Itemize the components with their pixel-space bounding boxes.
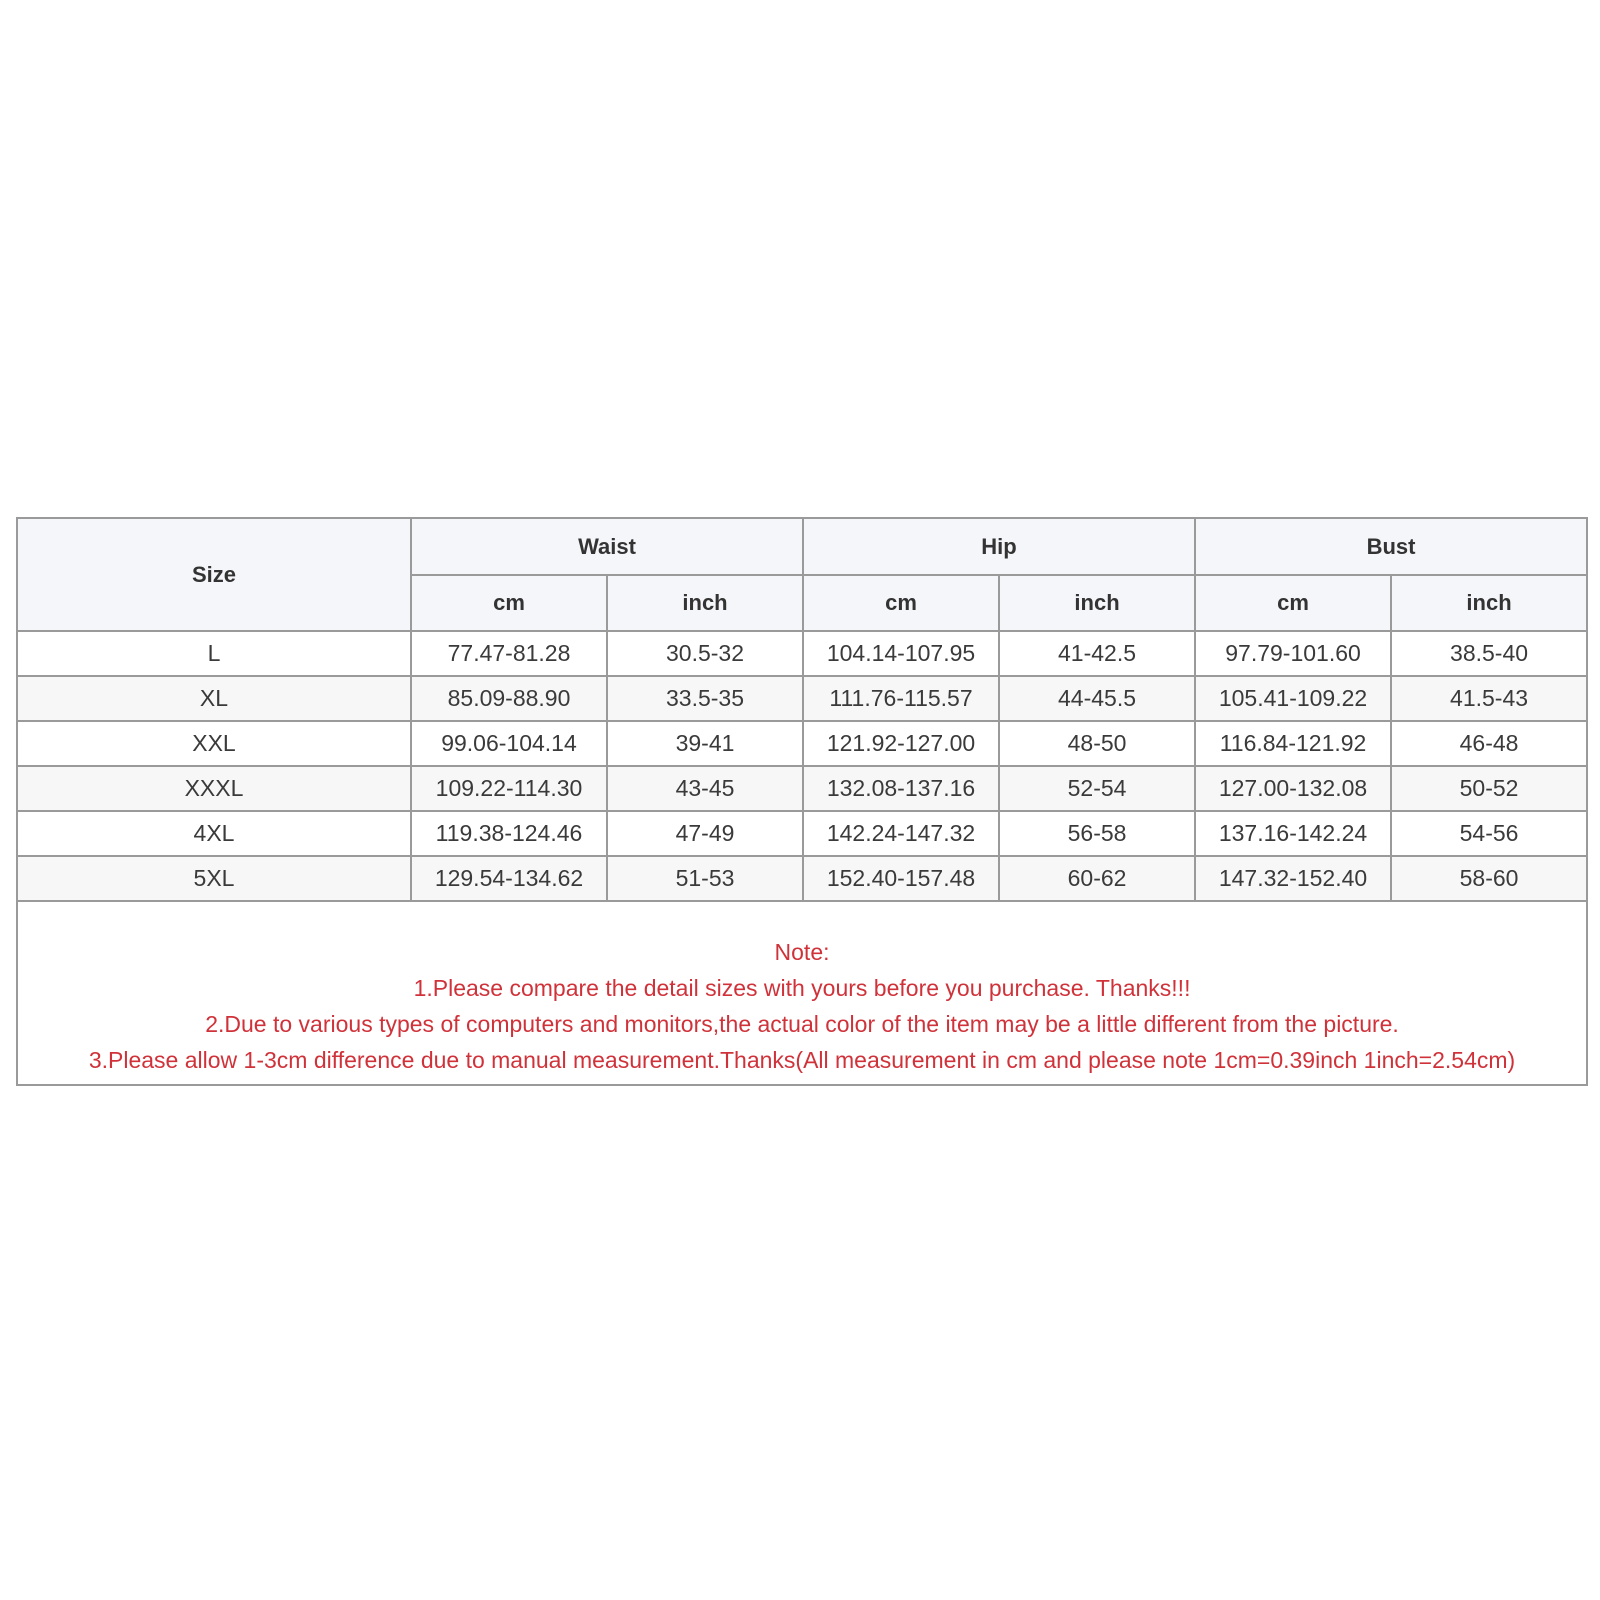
table-cell: 41-42.5: [999, 631, 1195, 676]
table-cell: 97.79-101.60: [1195, 631, 1391, 676]
table-row: [17, 676, 1587, 721]
table-cell: 121.92-127.00: [803, 721, 999, 766]
table-cell: 48-50: [999, 721, 1195, 766]
table-cell: 52-54: [999, 766, 1195, 811]
unit-header: inch: [607, 575, 803, 631]
size-cell: 5XL: [17, 856, 411, 901]
table-cell: 85.09-88.90: [411, 676, 607, 721]
unit-header: cm: [803, 575, 999, 631]
table-cell: 147.32-152.40: [1195, 856, 1391, 901]
table-cell: 137.16-142.24: [1195, 811, 1391, 856]
table-cell: 104.14-107.95: [803, 631, 999, 676]
table-cell: 60-62: [999, 856, 1195, 901]
size-cell: L: [17, 631, 411, 676]
table-cell: 132.08-137.16: [803, 766, 999, 811]
table-cell: 109.22-114.30: [411, 766, 607, 811]
note-title: Note:: [774, 939, 830, 965]
size-cell: XXXL: [17, 766, 411, 811]
header-group-row: [17, 518, 1587, 575]
size-cell: XXL: [17, 721, 411, 766]
table-cell: 38.5-40: [1391, 631, 1587, 676]
table-cell: 127.00-132.08: [1195, 766, 1391, 811]
unit-header: cm: [1195, 575, 1391, 631]
table-cell: 56-58: [999, 811, 1195, 856]
table-cell: 116.84-121.92: [1195, 721, 1391, 766]
table-cell: 44-45.5: [999, 676, 1195, 721]
size-cell: 4XL: [17, 811, 411, 856]
table-cell: 51-53: [607, 856, 803, 901]
table-cell: 99.06-104.14: [411, 721, 607, 766]
notes-cell: [17, 901, 1587, 1085]
table-cell: 46-48: [1391, 721, 1587, 766]
table-cell: 77.47-81.28: [411, 631, 607, 676]
note-line: 1.Please compare the detail sizes with yours before you purchase. Thanks!!!: [413, 975, 1191, 1001]
size-chart-table: [16, 517, 1588, 1086]
waist-header: Waist: [411, 518, 803, 575]
table-cell: 54-56: [1391, 811, 1587, 856]
table-cell: 119.38-124.46: [411, 811, 607, 856]
table-row: [17, 721, 1587, 766]
table-row: [17, 856, 1587, 901]
size-cell: XL: [17, 676, 411, 721]
unit-header: cm: [411, 575, 607, 631]
hip-header: Hip: [803, 518, 1195, 575]
notes-row: [17, 901, 1587, 1085]
table-cell: 105.41-109.22: [1195, 676, 1391, 721]
table-cell: 129.54-134.62: [411, 856, 607, 901]
unit-header: inch: [1391, 575, 1587, 631]
unit-header: inch: [999, 575, 1195, 631]
table-cell: 58-60: [1391, 856, 1587, 901]
table-cell: 41.5-43: [1391, 676, 1587, 721]
bust-header: Bust: [1195, 518, 1587, 575]
table-cell: 142.24-147.32: [803, 811, 999, 856]
note-line: 3.Please allow 1-3cm difference due to manual measurement.Thanks(All measurement in cm and please note 1cm=0.39inch 1inch=2.54cm): [88, 1047, 1516, 1073]
table-cell: 39-41: [607, 721, 803, 766]
table-cell: 50-52: [1391, 766, 1587, 811]
table-cell: 43-45: [607, 766, 803, 811]
table-cell: 47-49: [607, 811, 803, 856]
table-cell: 33.5-35: [607, 676, 803, 721]
table-cell: 111.76-115.57: [803, 676, 999, 721]
size-header: Size: [17, 518, 411, 631]
table-cell: 152.40-157.48: [803, 856, 999, 901]
table-row: [17, 811, 1587, 856]
table-row: [17, 766, 1587, 811]
table-row: [17, 631, 1587, 676]
note-line: 2.Due to various types of computers and monitors,the actual color of the item may be a little different from the picture.: [205, 1011, 1399, 1037]
table-cell: 30.5-32: [607, 631, 803, 676]
